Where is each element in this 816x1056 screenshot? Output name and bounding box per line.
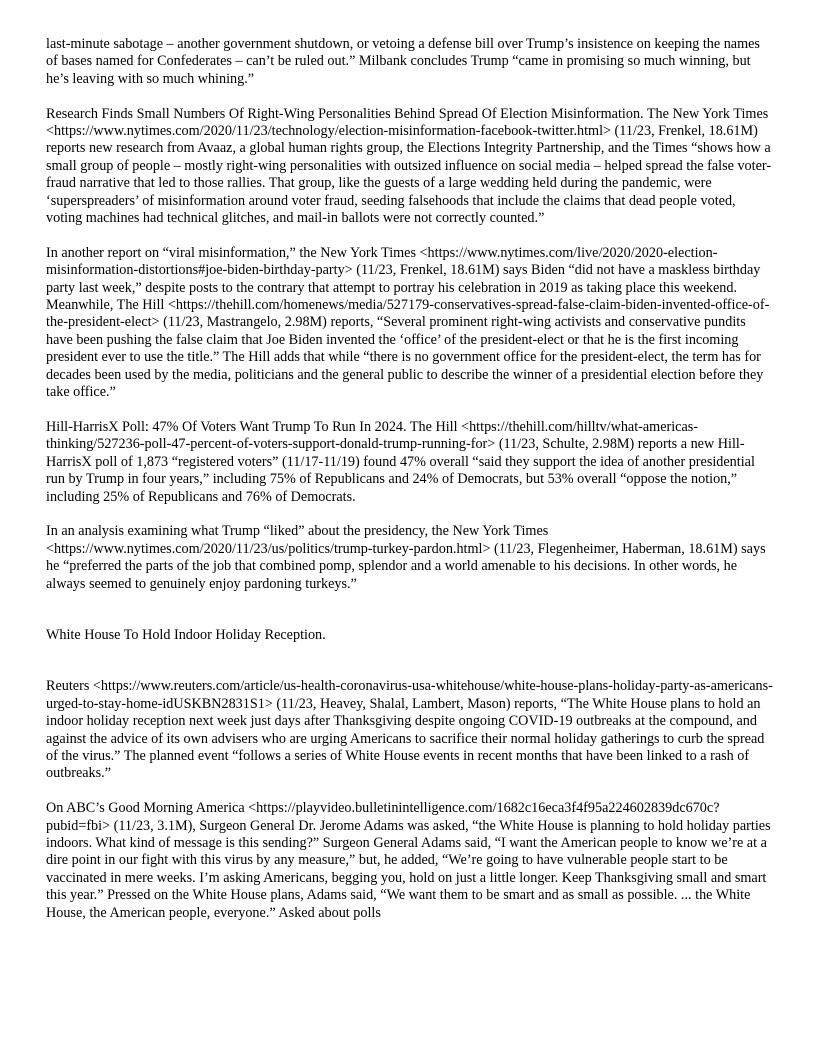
section-heading-holiday-reception: White House To Hold Indoor Holiday Reception. [46, 626, 326, 643]
paragraph-reuters-report: Reuters <https://www.reuters.com/article/us-health-coronavirus-usa-whitehouse/white-house-plans-holiday-party-as-americans-urged-to-stay-home-idUSKBN2831S1> (11/23, Heavey, Shalal, Lambert, Mason) reports, “The White House plans to hold an indoor holiday reception next week just days after Thanksgiving despite ongoing COVID-19 outbreaks at the compound, and against the advice of its own advisers who are urging Americans to sacrifice their normal holiday gatherings to curb the spread of the virus.” The planned event “follows a series of White House events in recent months that have been linked to a rash of outbreaks.” [46, 678, 773, 782]
paragraph-trump-presidency-analysis: In an analysis examining what Trump “liked” about the presidency, the New York Times <https://www.nytimes.com/2020/11/23/us/politics/trump-turkey-pardon.html> (11/23, Flegenheimer, Haberman, 18.61M) says he “preferred the parts of the job that combined pomp, splendor and a world amenable to his decisions. In other words, he always seemed to genuinely enjoy pardoning turkeys.” [46, 523, 766, 592]
paragraph-misinformation-research: Research Finds Small Numbers Of Right-Wing Personalities Behind Spread Of Election Misinformation. The New York Times <https://www.nytimes.com/2020/11/23/technology/election-misinformation-facebook-twitter.html> (11/23, Frenkel, 18.61M) reports new research from Avaaz, a global human rights group, the Elections Integrity Partnership, and the Times “shows how a small group of people – mostly right-wing personalities with outsized influence on social media – helped spread the false voter-fraud narrative that led to those rallies. That group, like the guests of a large wedding held during the pandemic, were ‘superspreaders’ of misinformation around voter fraud, seeding falsehoods that include the claims that dead people voted, voting machines had technical glitches, and mail-in ballots were not correctly counted.” [46, 105, 772, 227]
paragraph-milbank-conclusion: last-minute sabotage – another government shutdown, or vetoing a defense bill over Trump’s insistence on keeping the names of bases named for Confederates – can’t be ruled out.” Milbank concludes Trump “came in promising so much winning, but he’s leaving with so much whining.” [46, 36, 760, 87]
paragraph-good-morning-america: On ABC’s Good Morning America <https://playvideo.bulletinintelligence.com/1682c16eca3f4f95a224602839dc670c?pubid=fbi> (11/23, 3.1M), Surgeon General Dr. Jerome Adams was asked, “the White House is planning to hold holiday parties indoors. What kind of message is this sending?” Surgeon General Adams said, “I want the American people to know we’re at a dire point in our fight with this virus by any measure,” but, he added, “We’re going to have vulnerable people start to be vaccinated in mere weeks. I’m asking Americans, begging you, hold on just a little longer. Keep Thanksgiving small and smart this year.” Pressed on the White House plans, Adams said, “We want them to be smart and as small as possible. ... the White House, the American people, everyone.” Asked about polls [46, 800, 771, 921]
paragraph-viral-misinformation: In another report on “viral misinformation,” the New York Times <https://www.nytimes.com/live/2020/2020-election-misinformation-distortions#joe-biden-birthday-party> (11/23, Frenkel, 18.61M) says Biden “did not have a maskless birthday party last week,” despite posts to the contrary that attempt to portray his celebration in 2019 as taking place this weekend. Meanwhile, The Hill <https://thehill.com/homenews/media/527179-conservatives-spread-false-claim-biden-invented-office-of-the-president-elect> (11/23, Mastrangelo, 2.98M) reports, “Several prominent right-wing activists and conservative pundits have been pushing the false claim that Joe Biden invented the ‘office’ of the president-elect or that he is the first incoming president ever to use the title.” The Hill adds that while “there is no government office for the president-elect, the term has for decades been used by the media, politicians and the general public to describe the winner of a presidential election before they take office.” [46, 244, 770, 401]
document-page [46, 36, 774, 922]
paragraph-hill-harrisx-poll: Hill-HarrisX Poll: 47% Of Voters Want Trump To Run In 2024. The Hill <https://thehill.com/hilltv/what-americas-thinking/527236-poll-47-percent-of-voters-support-donald-trump-running-for> (11/23, Schulte, 2.98M) reports a new Hill-HarrisX poll of 1,873 “registered voters” (11/17-11/19) found 47% overall “said they support the idea of another presidential run by Trump in four years,” including 75% of Republicans and 24% of Democrats, but 53% overall “oppose the notion,” including 25% of Republicans and 76% of Democrats. [46, 418, 755, 505]
